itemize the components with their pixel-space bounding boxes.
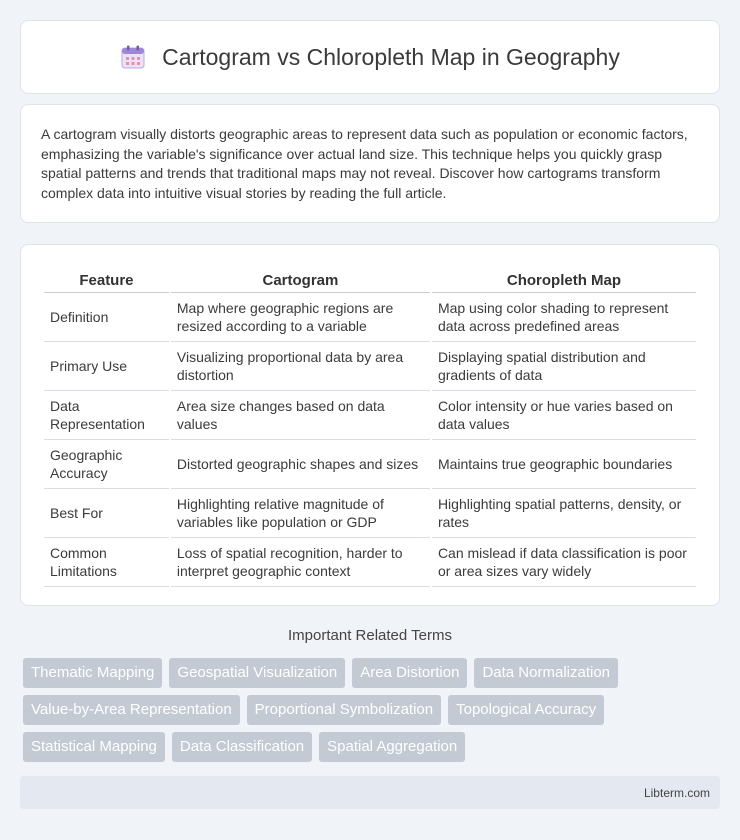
related-terms-heading: Important Related Terms [288,627,452,644]
row-choropleth-cell: Maintains true geographic boundaries [432,440,696,489]
page-title: Cartogram vs Chloropleth Map in Geography [162,43,620,70]
table-header-row [44,265,696,293]
header-choropleth: Choropleth Map [432,265,696,293]
header-feature: Feature [44,265,169,293]
table-row [44,391,696,440]
header-cartogram: Cartogram [171,265,430,293]
row-feature-cell: Common Limitations [44,538,169,587]
term-tag[interactable]: Area Distortion [352,658,467,688]
title-wrap [120,44,620,71]
term-tag[interactable]: Data Normalization [474,658,618,688]
term-tag[interactable]: Statistical Mapping [23,732,165,762]
term-tag[interactable]: Proportional Symbolization [247,695,441,725]
row-choropleth-cell: Color intensity or hue varies based on data values [432,391,696,440]
row-choropleth-cell: Displaying spatial distribution and gradients of data [432,342,696,391]
row-cartogram-cell: Map where geographic regions are resized according to a variable [171,293,430,342]
row-cartogram-cell: Loss of spatial recognition, harder to interpret geographic context [171,538,430,587]
table-row [44,538,696,587]
table-row [44,293,696,342]
intro-card [20,104,720,223]
table-row [44,342,696,391]
row-choropleth-cell: Can mislead if data classification is poor or area sizes vary widely [432,538,696,587]
header-card [20,20,720,94]
table-row [44,440,696,489]
row-feature-cell: Geographic Accuracy [44,440,169,489]
comparison-table-card [20,244,720,606]
term-tag[interactable]: Data Classification [172,732,312,762]
row-choropleth-cell: Map using color shading to represent data across predefined areas [432,293,696,342]
term-tag[interactable]: Spatial Aggregation [319,732,465,762]
intro-text: A cartogram visually distorts geographic areas to represent data such as population or economic factors, emphasizing the variable's significance over actual land size. This technique helps you quickly grasp spatial patterns and trends that traditional maps may not reveal. Discover how cartograms transform complex data into intuitive visual stories by reading the full article. [41,126,688,201]
footer [20,776,720,809]
footer-site-link[interactable]: Libterm.com [643,785,710,800]
row-feature-cell: Primary Use [44,342,169,391]
row-feature-cell: Definition [44,293,169,342]
calendar-icon [120,44,146,70]
table-row [44,489,696,538]
row-feature-cell: Data Representation [44,391,169,440]
term-tag[interactable]: Value-by-Area Representation [23,695,240,725]
term-tag[interactable]: Geospatial Visualization [169,658,345,688]
related-terms-list [23,658,723,762]
row-choropleth-cell: Highlighting spatial patterns, density, or rates [432,489,696,538]
row-cartogram-cell: Visualizing proportional data by area distortion [171,342,430,391]
term-tag[interactable]: Topological Accuracy [448,695,604,725]
comparison-table [42,265,698,587]
row-cartogram-cell: Area size changes based on data values [171,391,430,440]
row-cartogram-cell: Highlighting relative magnitude of variables like population or GDP [171,489,430,538]
row-cartogram-cell: Distorted geographic shapes and sizes [171,440,430,489]
term-tag[interactable]: Thematic Mapping [23,658,162,688]
row-feature-cell: Best For [44,489,169,538]
